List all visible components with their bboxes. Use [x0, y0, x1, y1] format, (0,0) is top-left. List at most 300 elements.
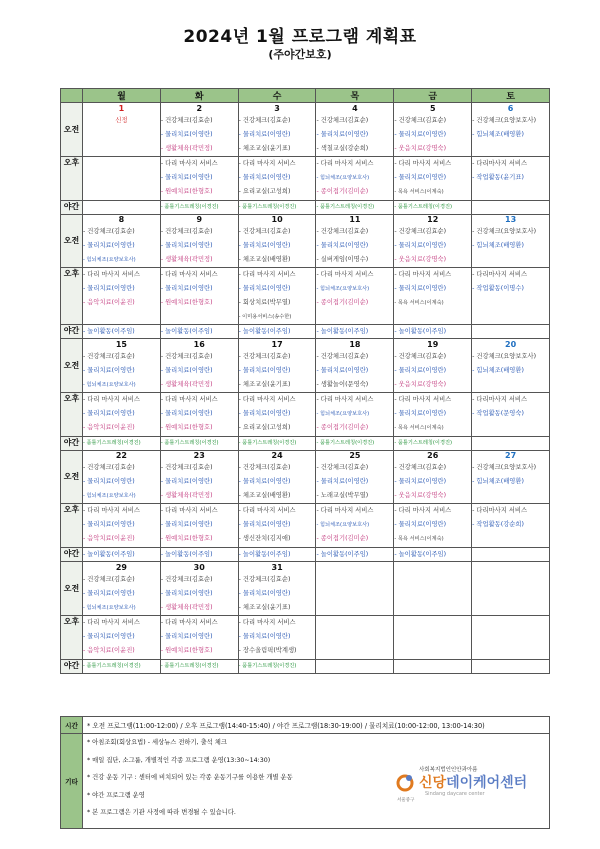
program-item: - 물리치료(이영란) — [83, 521, 135, 528]
center-logo — [395, 765, 528, 805]
date-cell: 12 — [394, 214, 472, 225]
program-item: - 물리치료(이영란) — [160, 589, 213, 597]
date-cell: 26 — [394, 450, 472, 461]
program-item: - 물리치료(이영란) — [83, 478, 135, 485]
note-line: * 매일 집단, 소그룹, 개별적인 각종 프로그램 운영(13:30~14:30) — [87, 756, 271, 764]
night-cell — [472, 325, 550, 339]
pm-cell — [160, 392, 238, 436]
date-cell: 17 — [238, 339, 316, 350]
program-item: - 품틀기스트레칭(이경진) — [316, 439, 375, 446]
night-row — [61, 325, 550, 339]
pm-row — [61, 156, 550, 200]
date-cell: 30 — [160, 562, 238, 573]
night-cell — [238, 436, 316, 450]
note-line: * 야간 프로그램 운영 — [87, 791, 145, 799]
night-cell — [472, 548, 550, 562]
am-cell — [394, 225, 472, 268]
date-cell: 22 — [83, 450, 161, 461]
date-row — [61, 339, 550, 350]
page-title: 2024년 1월 프로그램 계획표 — [183, 27, 417, 47]
am-cell — [316, 114, 394, 157]
date-cell: 23 — [160, 450, 238, 461]
row-label-pm: 오후 — [61, 504, 83, 548]
program-item: - 다리 마사지 서비스 — [83, 507, 140, 514]
am-cell — [472, 573, 550, 616]
night-row — [61, 548, 550, 562]
am-cell — [472, 114, 550, 157]
row-label-night: 야간 — [61, 200, 83, 214]
am-row — [61, 225, 550, 268]
date-cell: 15 — [83, 339, 161, 350]
night-cell — [238, 200, 316, 214]
am-cell — [83, 573, 161, 616]
row-label-night: 야간 — [61, 659, 83, 673]
pm-cell — [394, 392, 472, 436]
program-item: - 생활체육(곽민정) — [160, 492, 213, 499]
program-item: - 생활체육(곽민정) — [160, 380, 213, 388]
am-cell — [394, 114, 472, 157]
program-item: - 물리치료(이영란) — [394, 521, 447, 528]
pm-cell — [83, 156, 161, 200]
program-item: - 다리 마사지 서비스 — [238, 271, 296, 278]
program-item: - 물리치료(이영란) — [238, 478, 291, 485]
pm-row — [61, 268, 550, 325]
pm-cell — [160, 504, 238, 548]
program-item: - 힘뇌체조(요양보호사) — [316, 286, 370, 292]
am-cell — [472, 461, 550, 504]
program-item: - 생신잔치(김지애) — [238, 535, 291, 542]
date-row — [61, 214, 550, 225]
program-item: - 다리 마사지 서비스 — [394, 159, 452, 167]
weekday-mon: 월 — [83, 89, 161, 103]
pm-cell — [160, 615, 238, 659]
pm-row — [61, 504, 550, 548]
program-item: - 음악치료(이윤진) — [83, 535, 135, 542]
program-item: - 노래교실(박무열) — [316, 492, 369, 499]
night-cell — [83, 200, 161, 214]
am-cell — [83, 225, 161, 268]
program-item: - 작업활동(문영숙) — [472, 409, 524, 417]
am-cell — [160, 225, 238, 268]
night-row — [61, 200, 550, 214]
pm-cell — [394, 268, 472, 325]
program-item: - 건강체크(요양보호사) — [472, 116, 537, 124]
program-item: - 품틀기스트레칭(이경진) — [238, 439, 297, 446]
date-cell — [316, 562, 394, 573]
program-item: - 물리치료(이영란) — [238, 366, 291, 374]
program-item: - 장수올림픽(박계생) — [238, 646, 297, 654]
notes-label: 기타 — [61, 734, 83, 829]
program-item: - 물리치료(이영란) — [316, 366, 369, 374]
pm-cell — [83, 504, 161, 548]
date-cell: 24 — [238, 450, 316, 461]
night-cell — [394, 659, 472, 673]
program-item: - 물리치료(이영란) — [238, 285, 291, 292]
pm-cell — [316, 615, 394, 659]
am-cell — [160, 573, 238, 616]
am-row — [61, 350, 550, 393]
program-item: - 물리치료(이영란) — [394, 478, 447, 485]
program-item: - 다리 마사지 서비스 — [160, 507, 218, 514]
program-item: - 품틀기스트레칭(이경진) — [160, 439, 219, 446]
pm-row — [61, 392, 550, 436]
am-cell — [238, 114, 316, 157]
am-cell — [394, 461, 472, 504]
program-item: - 다리 마사지 서비스 — [238, 159, 296, 167]
night-row — [61, 659, 550, 673]
night-cell — [394, 436, 472, 450]
night-cell — [316, 436, 394, 450]
row-label-am: 오전 — [61, 562, 83, 616]
night-cell — [472, 659, 550, 673]
program-item: - 품틀기스트레칭(이경진) — [394, 203, 452, 210]
program-item: - 목욕 서비스(이계숙) — [394, 424, 444, 431]
night-cell — [472, 436, 550, 450]
program-item: - 실버게임(이명수) — [316, 256, 369, 263]
program-item: - 힘뇌체조(요양보호사) — [83, 257, 136, 263]
program-item: - 건강체크(김효순) — [394, 116, 447, 124]
row-label-pm: 오후 — [61, 268, 83, 325]
date-cell: 25 — [316, 450, 394, 461]
program-item: - 다리 마사지 서비스 — [316, 395, 374, 403]
program-item: - 건강체크(김효순) — [160, 352, 213, 360]
logo-mark-icon — [395, 772, 415, 792]
schedule-body — [61, 103, 550, 674]
logo-org: 사회복지법인인안과아름 — [419, 767, 478, 773]
program-item: - 물리치료(이영란) — [238, 589, 291, 597]
am-row — [61, 461, 550, 504]
program-item: - 물리치료(이영란) — [160, 478, 213, 485]
program-item: - 물리치료(이영란) — [160, 409, 213, 417]
program-item: - 원예치료(한형호) — [160, 423, 213, 431]
date-cell: 2 — [160, 103, 238, 114]
am-cell — [160, 114, 238, 157]
program-item: - 건강체크(김효순) — [316, 116, 369, 124]
am-cell — [316, 573, 394, 616]
program-item: - 건강체크(김효순) — [160, 575, 213, 583]
program-item: - 원예치료(한형호) — [160, 299, 213, 306]
program-item: - 놀이활동(이주임) — [316, 551, 369, 558]
date-cell: 1 — [83, 103, 161, 114]
night-cell — [394, 325, 472, 339]
time-text: * 오전 프로그램(11:00-12:00) / 오후 프로그램(14:40-15:40) / 야간 프로그램(18:30-19:00) / 물리치료(10:00-12:00, 13:00-14:30) — [83, 717, 550, 734]
program-item: - 다리 마사지 서비스 — [238, 395, 296, 403]
night-cell — [83, 548, 161, 562]
program-item: - 물리치료(이영란) — [238, 409, 291, 417]
program-item: - 건강체크(김효순) — [394, 352, 447, 360]
am-cell — [238, 461, 316, 504]
program-item: - 품틀기스트레칭(이경진) — [316, 203, 375, 210]
program-item: - 힘뇌체조(요양보호사) — [316, 174, 370, 181]
program-item: - 목욕 서비스(이계숙) — [394, 188, 444, 195]
program-item: - 물리치료(이영란) — [316, 242, 369, 249]
pm-cell — [83, 392, 161, 436]
program-item: - 품틀기스트레칭(이경진) — [160, 662, 219, 669]
night-cell — [394, 548, 472, 562]
program-item: - 물리치료(이영란) — [160, 285, 213, 292]
weekday-tue: 화 — [160, 89, 238, 103]
program-item: - 웃음치료(강명숙) — [394, 256, 447, 263]
program-item: - 물리치료(이영란) — [394, 242, 447, 249]
program-item: - 물리치료(이영란) — [238, 521, 291, 528]
program-item: - 놀이활동(이주임) — [160, 328, 213, 335]
program-item: - 건강체크(김효순) — [394, 464, 447, 471]
night-cell — [316, 548, 394, 562]
program-item: - 물리치료(이영란) — [316, 478, 369, 485]
program-item: - 목욕 서비스(이계숙) — [394, 300, 444, 306]
row-label-night: 야간 — [61, 325, 83, 339]
pm-cell — [83, 268, 161, 325]
night-cell — [316, 325, 394, 339]
date-cell: 5 — [394, 103, 472, 114]
program-item: - 체조교실(윤기표) — [238, 144, 291, 152]
weekday-sat: 토 — [472, 89, 550, 103]
row-label-pm: 오후 — [61, 392, 83, 436]
program-item: - 건강체크(요양보호사) — [472, 352, 537, 360]
program-item: - 품틀기스트레칭(이경진) — [83, 439, 141, 446]
program-item: - 물리치료(이영란) — [238, 242, 291, 249]
night-cell — [238, 325, 316, 339]
pm-cell — [394, 615, 472, 659]
night-cell — [83, 325, 161, 339]
weekday-wed: 수 — [238, 89, 316, 103]
am-row — [61, 573, 550, 616]
program-item: - 물리치료(이영란) — [394, 130, 447, 138]
program-item: - 품틀기스트레칭(이경진) — [238, 662, 297, 669]
program-item: - 종이접기(김미순) — [316, 535, 369, 542]
program-item: - 원예치료(한형호) — [160, 187, 213, 195]
program-item: - 품틀기스트레칭(이경진) — [394, 439, 452, 446]
night-cell — [83, 659, 161, 673]
pm-cell — [472, 615, 550, 659]
am-cell — [238, 350, 316, 393]
pm-cell — [316, 504, 394, 548]
night-cell — [472, 200, 550, 214]
program-item: - 웃음치료(강명숙) — [394, 144, 447, 152]
program-item: - 물리치료(이영란) — [83, 632, 135, 640]
date-cell: 3 — [238, 103, 316, 114]
pm-cell — [316, 156, 394, 200]
am-cell — [83, 461, 161, 504]
row-label-am: 오전 — [61, 214, 83, 268]
night-row — [61, 436, 550, 450]
program-item: - 물리치료(이영란) — [83, 589, 135, 597]
program-item: - 음악치료(이윤진) — [83, 299, 135, 306]
program-item: - 건강체크(김효순) — [316, 464, 369, 471]
program-item: - 다리마사지 서비스 — [472, 507, 528, 514]
program-item: - 물리치료(이영란) — [394, 173, 447, 181]
am-cell — [238, 573, 316, 616]
program-item: - 다리 마사지 서비스 — [83, 618, 140, 626]
header-corner — [61, 89, 83, 103]
time-label: 시간 — [61, 717, 83, 734]
night-cell — [238, 548, 316, 562]
program-item: - 이미용서비스(송수한) — [238, 314, 292, 320]
program-item: - 건강체크(김효순) — [160, 464, 213, 471]
program-item: - 물리치료(이영란) — [160, 632, 213, 640]
date-cell: 29 — [83, 562, 161, 573]
row-label-am: 오전 — [61, 339, 83, 393]
program-item: - 체조교실(배영환) — [238, 256, 291, 263]
program-item: - 다리 마사지 서비스 — [238, 618, 296, 626]
time-row — [61, 717, 550, 734]
program-item: - 건강체크(김효순) — [238, 575, 291, 583]
pm-row — [61, 615, 550, 659]
program-item: - 놀이활동(이주임) — [160, 551, 213, 558]
program-item: - 물리치료(이영란) — [160, 242, 213, 249]
date-cell: 20 — [472, 339, 550, 350]
pm-cell — [472, 268, 550, 325]
date-cell: 4 — [316, 103, 394, 114]
program-item: - 물리치료(이영란) — [160, 130, 213, 138]
program-item: - 체조교실(윤기표) — [238, 603, 291, 611]
row-label-pm: 오후 — [61, 156, 83, 200]
program-item: - 건강체크(김효순) — [316, 228, 369, 235]
note-line: * 건강 운동 기구 : 센터에 비치되어 있는 각종 운동기구를 이용한 개별 운동 — [87, 774, 293, 781]
pm-cell — [472, 392, 550, 436]
program-item: - 품틀기스트레칭(이경진) — [160, 203, 219, 210]
program-item: - 힘뇌체조(배영환) — [472, 130, 524, 138]
weekday-header-row — [61, 89, 550, 103]
page-subtitle: (주야간보호) — [268, 48, 332, 61]
program-item: - 물리치료(이영란) — [83, 285, 135, 292]
pm-cell — [316, 392, 394, 436]
date-cell: 9 — [160, 214, 238, 225]
schedule-table — [60, 88, 550, 674]
night-cell — [238, 659, 316, 673]
program-item: - 작업활동(강순희) — [472, 521, 524, 528]
program-item: - 생활체육(곽민정) — [160, 144, 213, 152]
program-item: - 요리교실(고성희) — [238, 423, 291, 431]
date-cell — [472, 562, 550, 573]
program-item: - 건강체크(김효순) — [238, 352, 291, 360]
program-item: - 품틀기스트레칭(이경진) — [83, 662, 141, 669]
program-item: - 생활체육(곽민정) — [160, 256, 213, 263]
am-cell — [316, 461, 394, 504]
program-item: - 요리교실(고성희) — [238, 187, 291, 195]
program-item: - 물리치료(이영란) — [238, 173, 291, 181]
program-item: - 힘뇌체조(요양보호사) — [83, 604, 136, 611]
row-label-am: 오전 — [61, 450, 83, 504]
weekday-fri: 금 — [394, 89, 472, 103]
pm-cell — [238, 268, 316, 325]
row-label-night: 야간 — [61, 548, 83, 562]
pm-cell — [160, 156, 238, 200]
program-item: - 물리치료(이영란) — [83, 366, 135, 374]
date-row — [61, 450, 550, 461]
night-cell — [316, 200, 394, 214]
am-cell — [238, 225, 316, 268]
program-item: - 건강체크(김효순) — [238, 464, 291, 471]
program-item: - 놀이활동(이주임) — [316, 328, 369, 335]
date-cell: 18 — [316, 339, 394, 350]
pm-cell — [83, 615, 161, 659]
program-item: - 놀이활동(이주임) — [238, 551, 291, 558]
program-item: - 건강체크(요양보호사) — [472, 464, 537, 471]
program-item: - 다리 마사지 서비스 — [394, 271, 452, 278]
pm-cell — [472, 156, 550, 200]
date-cell: 8 — [83, 214, 161, 225]
program-item: - 작업활동(윤기표) — [472, 173, 524, 181]
date-row — [61, 562, 550, 573]
date-cell — [394, 562, 472, 573]
program-item: 신정 — [115, 116, 128, 124]
program-item: - 다리마사지 서비스 — [472, 159, 528, 167]
night-cell — [83, 436, 161, 450]
program-item: - 물리치료(이영란) — [238, 130, 291, 138]
program-item: - 생활놀이(문영숙) — [316, 380, 369, 388]
program-item: - 힘뇌체조(요양보호사) — [83, 493, 136, 499]
program-item: - 물리치료(이영란) — [394, 409, 447, 417]
date-cell: 31 — [238, 562, 316, 573]
program-item: - 다리 마사지 서비스 — [316, 507, 374, 514]
program-item: - 건강체크(김효순) — [160, 228, 213, 235]
program-item: - 다리 마사지 서비스 — [394, 507, 452, 514]
pm-cell — [160, 268, 238, 325]
program-item: - 건강체크(김효순) — [83, 575, 135, 583]
am-cell — [160, 461, 238, 504]
program-item: - 다리 마사지 서비스 — [238, 507, 296, 514]
program-item: - 웃음치료(강명숙) — [394, 492, 447, 499]
pm-cell — [238, 392, 316, 436]
program-item: - 물리치료(이영란) — [160, 366, 213, 374]
program-item: - 건강체크(김효순) — [238, 116, 291, 124]
program-item: - 힘뇌체조(요양보호사) — [316, 410, 370, 417]
am-cell — [316, 225, 394, 268]
program-item: - 힘뇌체조(배영환) — [472, 478, 524, 485]
program-item: - 다리 마사지 서비스 — [83, 395, 140, 403]
program-item: - 놀이활동(이주임) — [238, 328, 291, 335]
pm-cell — [238, 504, 316, 548]
program-item: - 체조교실(배영환) — [238, 492, 291, 499]
note-line: * 본 프로그램은 기관 사정에 따라 변경될 수 있습니다. — [87, 809, 236, 816]
program-item: - 다리 마사지 서비스 — [316, 271, 374, 278]
program-item: - 품틀기스트레칭(이경진) — [238, 203, 297, 210]
program-item: - 놀이활동(이주임) — [394, 551, 447, 558]
program-item: - 다리마사지 서비스 — [472, 271, 528, 278]
pm-cell — [238, 156, 316, 200]
program-item: - 물리치료(이영란) — [394, 366, 447, 374]
date-cell: 16 — [160, 339, 238, 350]
row-label-am: 오전 — [61, 103, 83, 157]
weekday-thu: 목 — [316, 89, 394, 103]
program-item: - 물리치료(이영란) — [83, 242, 135, 249]
pm-cell — [394, 156, 472, 200]
date-cell: 10 — [238, 214, 316, 225]
program-item: - 힘뇌체조(요양보호사) — [83, 381, 136, 388]
program-item: - 다리 마사지 서비스 — [394, 395, 452, 403]
date-row — [61, 103, 550, 114]
note-line: * 아침조회(회상요법) - 세상뉴스 전하기, 출석 체크 — [87, 739, 227, 746]
night-cell — [160, 659, 238, 673]
program-item: - 놀이활동(이주임) — [394, 328, 447, 335]
program-item: - 물리치료(이영란) — [394, 285, 447, 292]
date-cell: 19 — [394, 339, 472, 350]
am-cell — [316, 350, 394, 393]
night-cell — [160, 548, 238, 562]
program-item: - 종이접기(김미순) — [316, 423, 369, 431]
program-item: - 다리 마사지 서비스 — [316, 159, 374, 167]
program-item: - 건강체크(김효순) — [316, 352, 369, 360]
program-item: - 다리 마사지 서비스 — [83, 271, 140, 278]
program-item: - 색칠교실(강순희) — [316, 144, 369, 152]
program-item: - 체조교실(윤기표) — [238, 380, 291, 388]
night-cell — [394, 200, 472, 214]
am-cell — [472, 350, 550, 393]
program-item: - 물리치료(이영란) — [316, 130, 369, 138]
program-item: - 원예치료(한형호) — [160, 646, 213, 654]
program-item: - 건강체크(김효순) — [238, 228, 291, 235]
